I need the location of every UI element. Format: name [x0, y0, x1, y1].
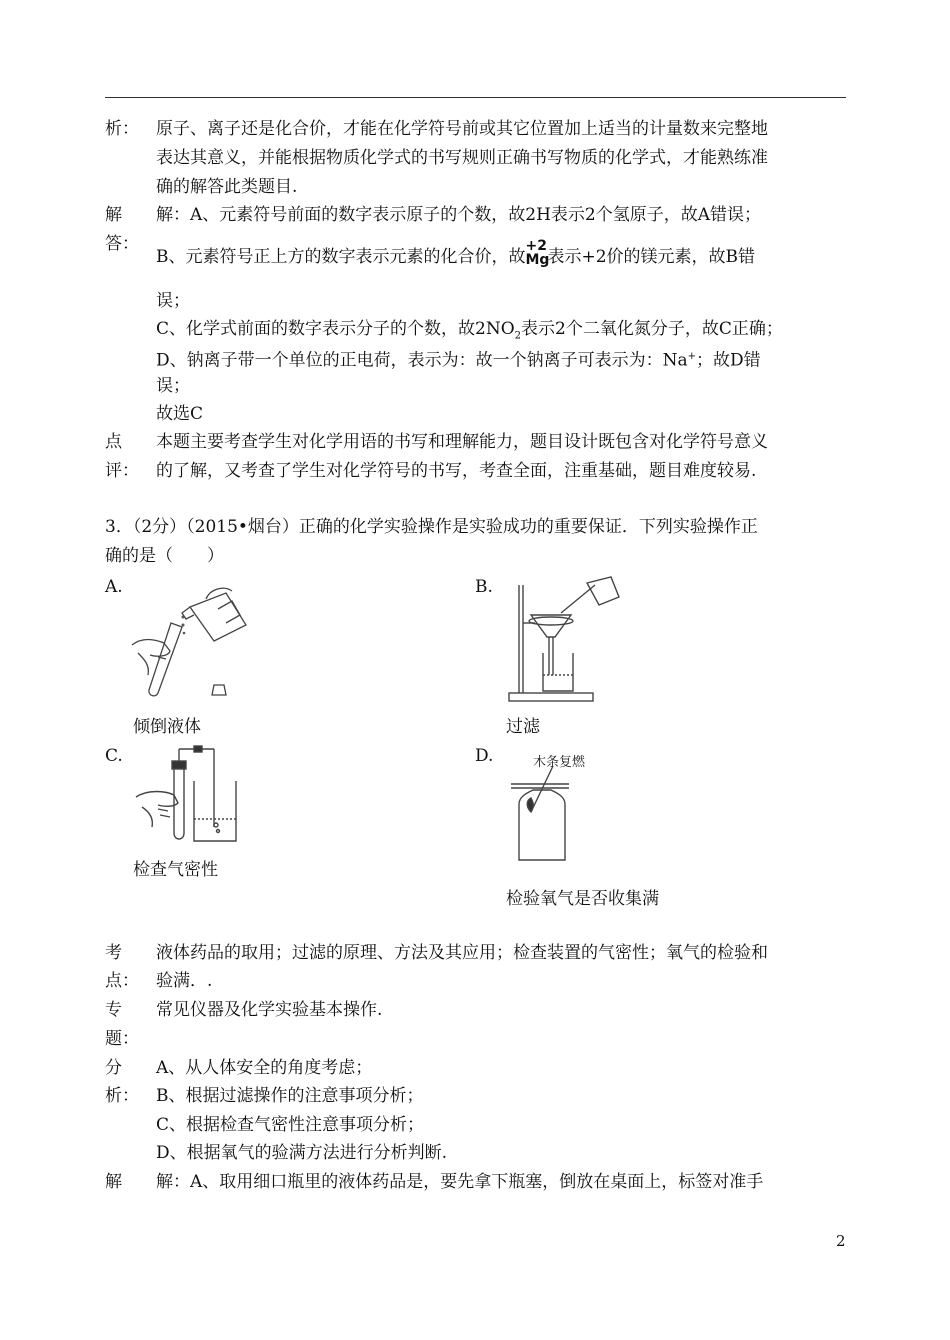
valence-top: +2 — [525, 238, 547, 254]
oxygen-test-figure — [505, 748, 625, 873]
question-line-2: 确的是（ ） — [105, 546, 224, 566]
analysis2-label-2: 析： — [105, 1086, 139, 1106]
knowledge-label-1: 考 — [105, 943, 122, 963]
answer-line-d — [156, 346, 761, 372]
page-number: 2 — [836, 1232, 846, 1250]
comment-label-1: 点 — [105, 432, 122, 452]
header-rule — [105, 97, 846, 98]
analysis2-line-c: C、根据检查气密性注意事项分析； — [156, 1115, 425, 1135]
comment-line-1: 本题主要考查学生对化学用语的书写和理解能力，题目设计既包含对化学符号意义 — [156, 432, 768, 452]
analysis2-label-1: 分 — [105, 1058, 122, 1078]
answer2-label-1: 解 — [105, 1172, 122, 1192]
question-line-1: 3．（2分）（2015•烟台）正确的化学实验操作是实验成功的重要保证．下列实验操作正 — [105, 517, 758, 537]
analysis-line-1: 原子、离子还是化合价，才能在化学符号前或其它位置加上适当的计量数来完整地 — [156, 119, 768, 139]
answer-label-1: 解 — [105, 205, 122, 225]
analysis-label: 析： — [105, 119, 139, 139]
topic-line-1: 常见仪器及化学实验基本操作. — [156, 1000, 383, 1020]
answer-line-b — [156, 238, 756, 268]
answer-line-c — [156, 318, 783, 347]
option-b-caption: 过滤 — [506, 717, 540, 737]
answer-line-d-pre: D、钠离子带一个单位的正电荷，表示为：故一个钠离子可表示为：Na — [156, 350, 688, 371]
filtration-figure — [505, 575, 625, 705]
splint-relights-label: 木条复燃 — [533, 755, 586, 770]
answer-line-c-pre: C、化学式前面的数字表示分子的个数，故2NO — [156, 319, 515, 339]
answer-line-b-cont: 误； — [156, 291, 190, 311]
analysis2-line-b: B、根据过滤操作的注意事项分析； — [156, 1086, 424, 1106]
answer-line-d-sup: + — [687, 351, 697, 362]
comment-label-2: 评： — [105, 461, 139, 481]
comment-line-2: 的了解，又考查了学生对化学符号的书写，考查全面，注重基础，题目难度较易. — [156, 461, 757, 481]
answer-conclusion: 故选C — [156, 404, 204, 424]
knowledge-label-2: 点： — [105, 971, 139, 991]
option-d-caption: 检验氧气是否收集满 — [506, 889, 659, 909]
option-a-caption: 倾倒液体 — [133, 717, 201, 737]
answer-line-c-post: 表示2个二氧化氮分子，故C正确； — [521, 319, 783, 339]
answer-line-d-post: ；故D错 — [696, 350, 761, 371]
option-d-letter: D. — [475, 746, 494, 766]
valence-mg — [525, 238, 550, 268]
answer-line-a: 解：A、元素符号前面的数字表示原子的个数，故2H表示2个氢原子，故A错误； — [156, 205, 762, 225]
option-c-caption: 检查气密性 — [133, 860, 218, 880]
analysis-line-3: 确的解答此类题目. — [156, 177, 298, 197]
analysis2-line-a: A、从人体安全的角度考虑； — [156, 1058, 373, 1078]
analysis2-line-d: D、根据氧气的验满方法进行分析判断. — [156, 1143, 448, 1163]
valence-symbol: Mg — [525, 252, 550, 268]
answer2-line-1: 解：A、取用细口瓶里的液体药品是，要先拿下瓶塞，倒放在桌面上，标签对准手 — [156, 1172, 764, 1192]
option-a-letter: A. — [105, 577, 123, 597]
answer-line-b-pre: B、元素符号正上方的数字表示元素的化合价，故 — [156, 247, 526, 267]
option-c-letter: C. — [105, 746, 123, 766]
answer-label-2: 答： — [105, 234, 139, 254]
air-tightness-figure — [128, 745, 248, 850]
option-b-letter: B. — [475, 577, 493, 597]
answer-line-b-post: 表示+2价的镁元素，故B错 — [547, 247, 756, 267]
pour-liquid-figure — [128, 585, 258, 705]
topic-label-2: 题： — [105, 1029, 139, 1049]
knowledge-line-1: 液体药品的取用；过滤的原理、方法及其应用；检查装置的气密性；氧气的检验和 — [156, 943, 768, 963]
analysis-line-2: 表达其意义，并能根据物质化学式的书写规则正确书写物质的化学式，才能熟练准 — [156, 148, 768, 168]
answer-line-c-sub: 2 — [514, 330, 522, 342]
knowledge-line-2: 验满．. — [156, 971, 213, 991]
topic-label-1: 专 — [105, 1000, 122, 1020]
answer-line-d-cont: 误； — [156, 376, 190, 396]
